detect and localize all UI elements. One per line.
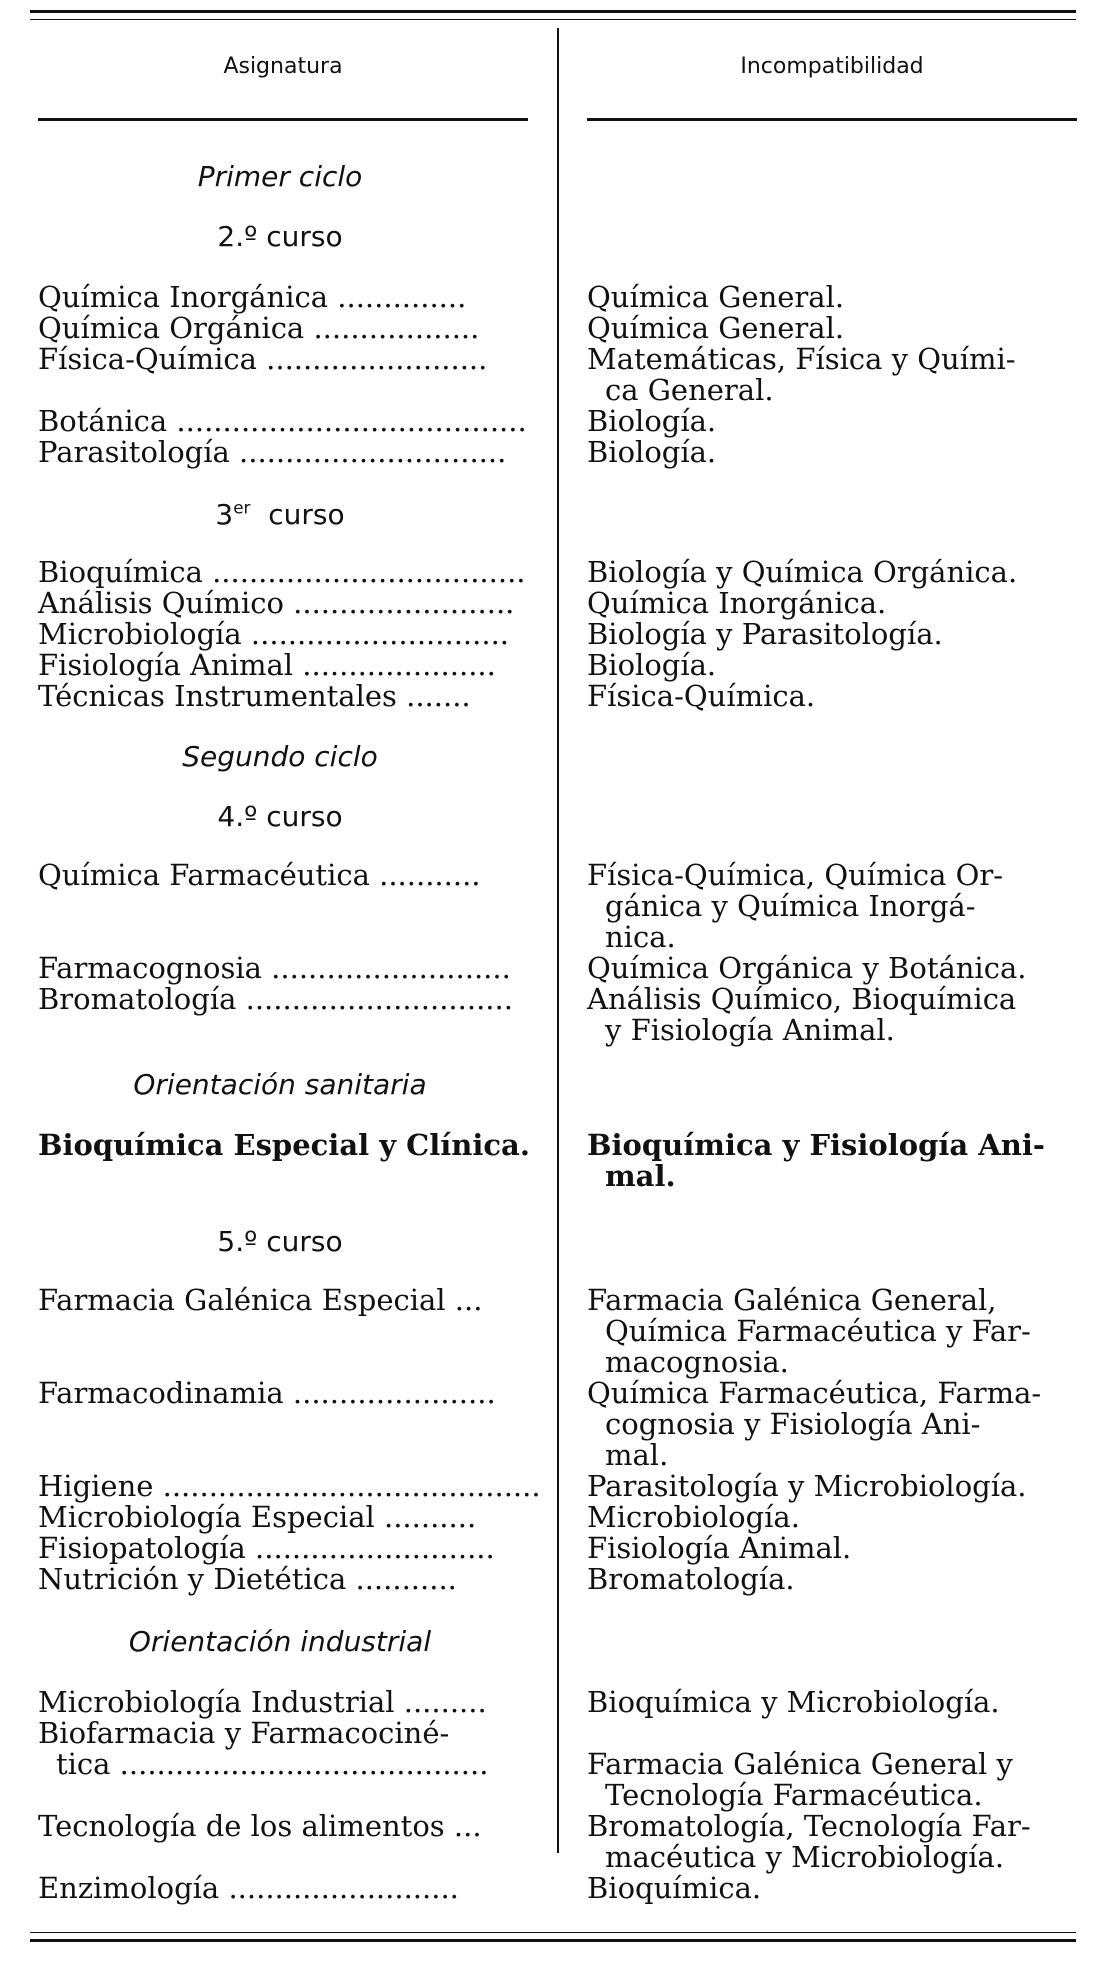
top-rule-thin <box>30 19 1076 20</box>
incompatibility: Fisiología Animal. <box>587 1531 852 1565</box>
incompatibility: Farmacia Galénica General y <box>587 1747 1013 1781</box>
subject: Técnicas Instrumentales ....... <box>38 679 471 713</box>
course-superscript: er <box>233 497 251 518</box>
header-rule-right <box>587 118 1077 121</box>
incompatibility: Bioquímica y Microbiología. <box>587 1685 1000 1719</box>
subject: Microbiología Especial .......... <box>38 1500 477 1534</box>
subject: Microbiología ............................ <box>38 617 510 651</box>
incompatibility: Farmacia Galénica General, <box>587 1283 997 1317</box>
subject: Bioquímica Especial y Clínica. <box>38 1128 530 1162</box>
cycle-heading: Primer ciclo <box>197 160 363 193</box>
top-rule-thick <box>30 10 1076 13</box>
incompatibility: Química Inorgánica. <box>587 586 887 620</box>
bottom-rule-thick <box>30 1939 1076 1942</box>
incompatibility: Biología. <box>587 404 717 438</box>
subject: Farmacia Galénica Especial ... <box>38 1283 483 1317</box>
cycle-heading: Segundo ciclo <box>182 740 378 773</box>
subject: Química Inorgánica .............. <box>38 280 467 314</box>
incompatibility: Física-Química. <box>587 679 816 713</box>
incompatibility-cont: cognosia y Fisiología Ani- <box>605 1407 981 1441</box>
incompatibility: Bioquímica y Fisiología Ani- <box>587 1128 1045 1162</box>
subject: Análisis Químico ........................ <box>38 586 515 620</box>
subject: Botánica ...................................... <box>38 404 527 438</box>
course-heading: 5.º curso <box>217 1225 343 1258</box>
incompatibility: Biología y Química Orgánica. <box>587 555 1018 589</box>
incompatibility: Análisis Químico, Bioquímica <box>587 982 1017 1016</box>
subject: Farmacodinamia ...................... <box>38 1376 496 1410</box>
subject: Enzimología ......................... <box>38 1871 459 1905</box>
subject: Tecnología de los alimentos ... <box>38 1809 482 1843</box>
subject: Parasitología ............................. <box>38 435 507 469</box>
subject: Física-Química ........................ <box>38 342 488 376</box>
subject: Fisiopatología .......................... <box>38 1531 495 1565</box>
subject-cont: tica ........................................ <box>56 1747 489 1781</box>
incompatibility: Bromatología. <box>587 1562 795 1596</box>
subject: Fisiología Animal ..................... <box>38 648 496 682</box>
incompatibility-cont: ca General. <box>605 373 774 407</box>
header-asignatura: Asignatura <box>223 54 343 79</box>
incompatibility: Química Farmacéutica, Farma- <box>587 1376 1042 1410</box>
incompatibility: Química General. <box>587 280 845 314</box>
incompatibility: Microbiología. <box>587 1500 800 1534</box>
incompatibility-cont: Química Farmacéutica y Far- <box>605 1314 1031 1348</box>
course-word: curso <box>268 498 345 531</box>
incompatibility-cont: macéutica y Microbiología. <box>605 1840 1005 1874</box>
subject: Bioquímica .................................. <box>38 555 526 589</box>
subject: Química Farmacéutica ........... <box>38 858 481 892</box>
incompatibility-cont: mal. <box>605 1438 669 1472</box>
incompatibility-cont: macognosia. <box>605 1345 789 1379</box>
incompatibility-cont: mal. <box>605 1159 676 1193</box>
course-heading <box>20 498 540 531</box>
subject: Bromatología ............................. <box>38 982 513 1016</box>
subject: Microbiología Industrial ......... <box>38 1685 487 1719</box>
incompatibility-cont: nica. <box>605 920 676 954</box>
header-incompatibilidad: Incompatibilidad <box>740 54 924 79</box>
incompatibility: Biología. <box>587 648 717 682</box>
incompatibility: Biología y Parasitología. <box>587 617 943 651</box>
subject: Farmacognosia .......................... <box>38 951 511 985</box>
course-heading: 4.º curso <box>217 800 343 833</box>
subject: Biofarmacia y Farmacociné- <box>38 1716 450 1750</box>
incompatibility: Matemáticas, Física y Quími- <box>587 342 1016 376</box>
header-rule-left <box>38 118 528 121</box>
subject: Higiene ......................................... <box>38 1469 541 1503</box>
incompatibility-cont: gánica y Química Inorgá- <box>605 889 976 923</box>
incompatibility-cont: y Fisiología Animal. <box>605 1013 895 1047</box>
course-number: 3 <box>215 498 234 531</box>
incompatibility-cont: Tecnología Farmacéutica. <box>605 1778 983 1812</box>
course-heading-text: 2.º curso <box>217 220 343 253</box>
subject: Nutrición y Dietética ........... <box>38 1562 457 1596</box>
incompatibility: Bioquímica. <box>587 1871 762 1905</box>
column-divider <box>557 28 559 1853</box>
incompatibility: Biología. <box>587 435 717 469</box>
orientation-heading: Orientación sanitaria <box>133 1068 427 1101</box>
subject: Química Orgánica .................. <box>38 311 480 345</box>
incompatibility: Física-Química, Química Or- <box>587 858 1004 892</box>
bottom-rule-thin <box>30 1932 1076 1933</box>
incompatibility: Química General. <box>587 311 845 345</box>
course-heading <box>20 220 540 253</box>
incompatibility: Química Orgánica y Botánica. <box>587 951 1027 985</box>
incompatibility: Bromatología, Tecnología Far- <box>587 1809 1031 1843</box>
orientation-heading: Orientación industrial <box>128 1625 432 1658</box>
incompatibility: Parasitología y Microbiología. <box>587 1469 1027 1503</box>
